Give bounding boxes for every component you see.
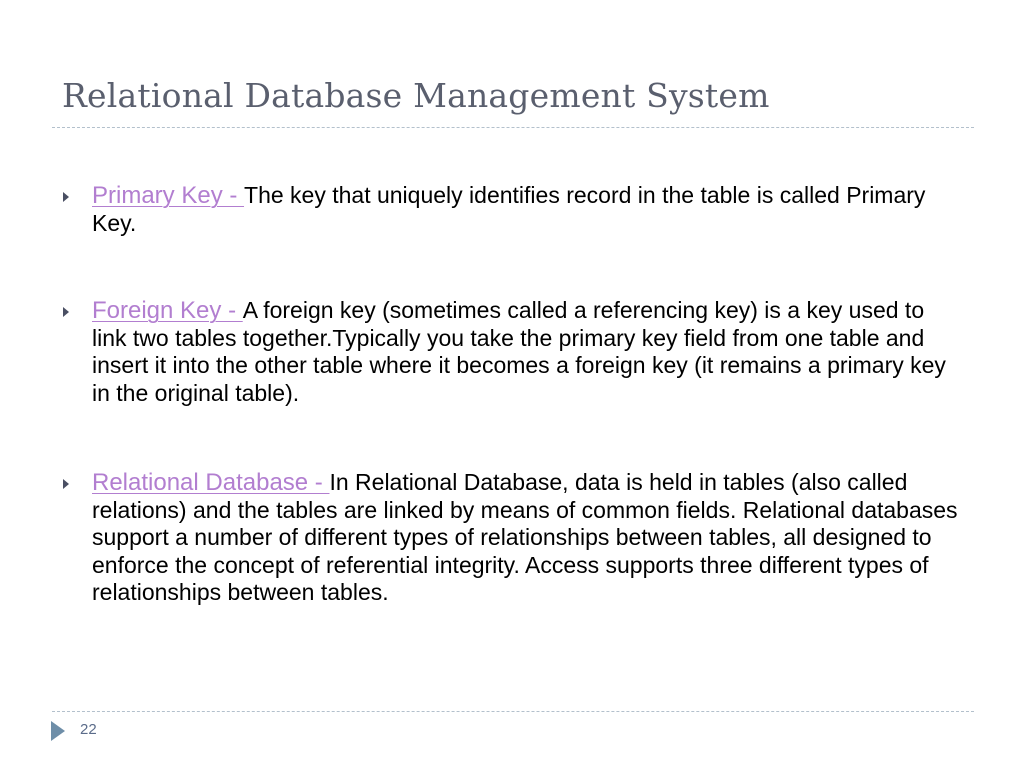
bullet-list <box>62 182 962 607</box>
title-divider <box>52 127 974 128</box>
triangle-bullet-icon <box>63 479 69 489</box>
triangle-bullet-icon <box>63 307 69 317</box>
term-link[interactable]: Relational Database - <box>92 469 330 496</box>
page-number: 22 <box>80 721 97 738</box>
bullet-relational-database <box>62 469 962 607</box>
bullet-text: The key that uniquely identifies record in the table is called Primary Key. <box>92 182 926 236</box>
bullet-text: A foreign key (sometimes called a referencing key) is a key used to link two tables together.Typically you take the primary key field from one table and insert it into the other table where it becomes a foreign key (it remains a primary key in the original table). <box>92 297 946 406</box>
slide-title: Relational Database Management System <box>62 76 770 115</box>
bullet-foreign-key <box>62 297 962 407</box>
bullet-text: In Relational Database, data is held in tables (also called relations) and the tables are linked by means of common fields. Relational databases support a number of different types of relationships between tables, all designed to enforce the concept of referential integrity. Access supports three different types of relationships between tables. <box>92 469 958 605</box>
term-link[interactable]: Foreign Key - <box>92 297 243 324</box>
footer-divider <box>52 711 974 712</box>
next-slide-arrow-icon[interactable] <box>51 721 65 741</box>
term-link[interactable]: Primary Key - <box>92 182 245 209</box>
triangle-bullet-icon <box>63 192 69 202</box>
bullet-primary-key <box>62 182 962 237</box>
